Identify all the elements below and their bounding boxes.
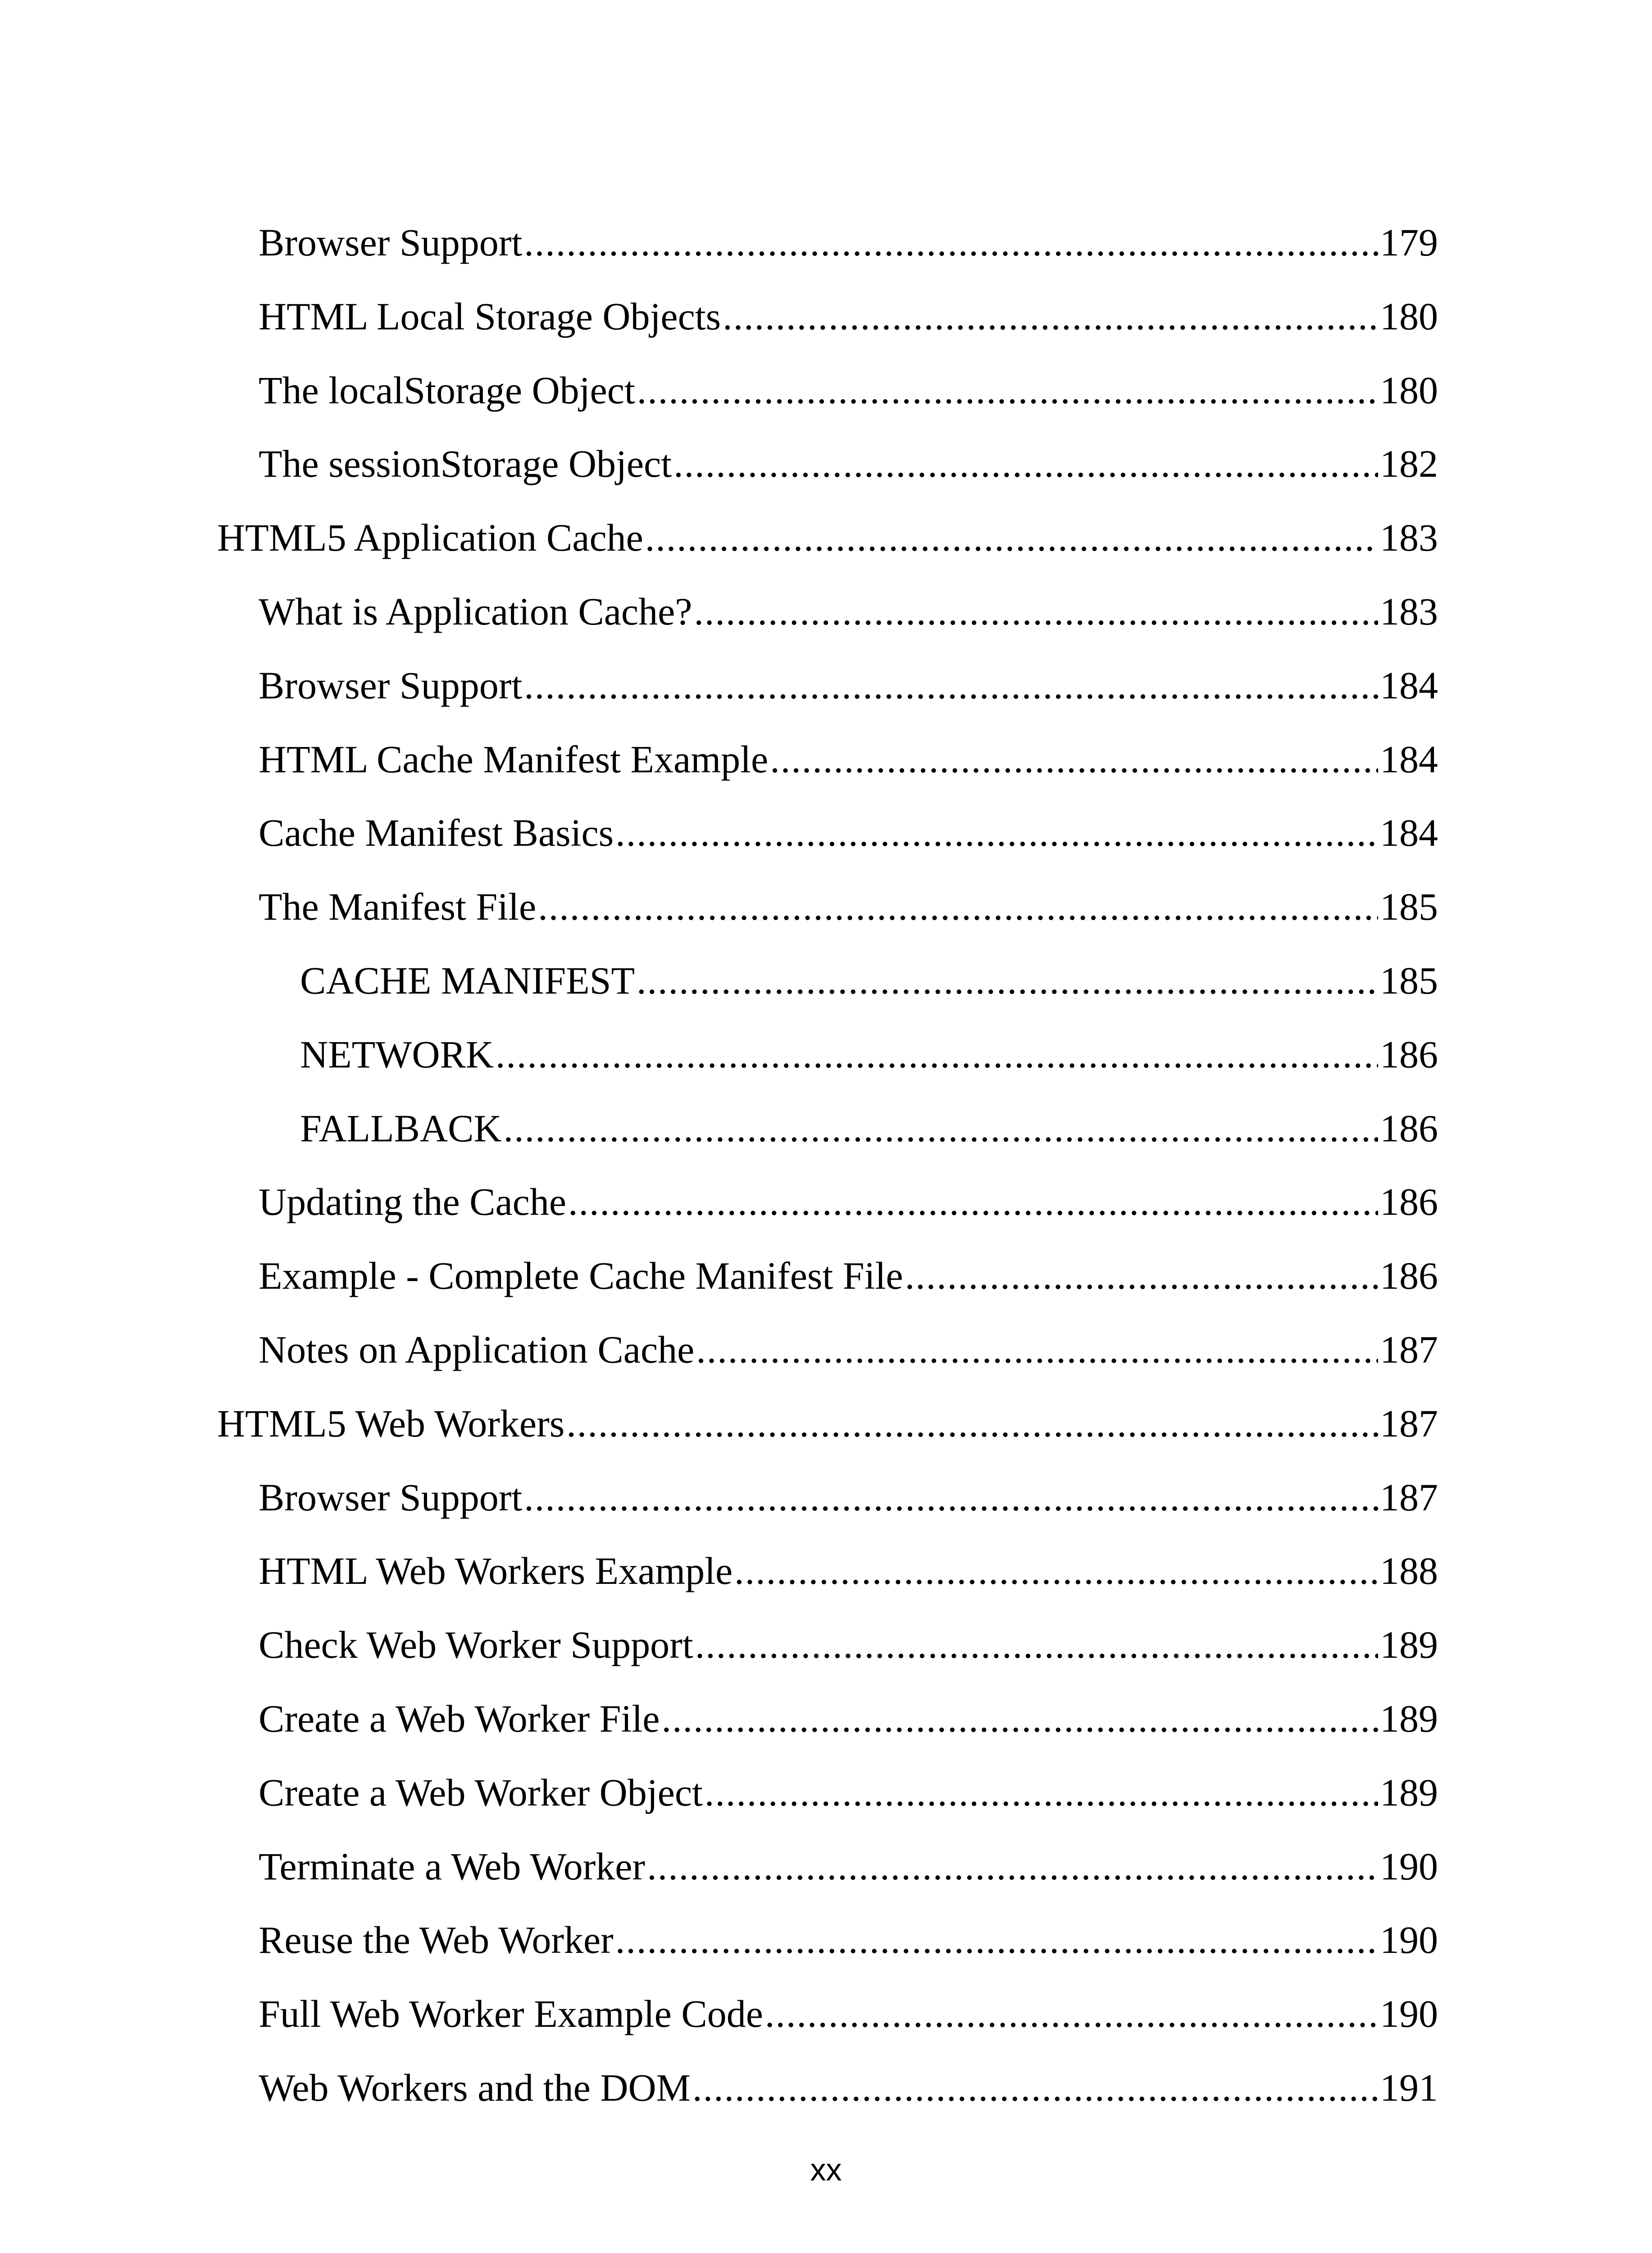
toc-entry-title: The localStorage Object (259, 369, 635, 412)
toc-entry[interactable] (259, 1546, 1438, 1596)
dot-leader (524, 1473, 1378, 1522)
dot-leader (770, 734, 1378, 784)
toc-entry[interactable] (259, 734, 1438, 784)
dot-leader (696, 1325, 1378, 1374)
toc-entry-page: 182 (1380, 442, 1438, 485)
toc-entry-title: Browser Support (259, 664, 523, 707)
toc-entry-page: 185 (1380, 885, 1438, 928)
dot-leader (705, 1768, 1378, 1817)
toc-entry[interactable] (259, 1251, 1438, 1300)
toc-entry-title: Browser Support (259, 1476, 523, 1519)
toc-entry[interactable] (259, 882, 1438, 931)
dot-leader (637, 365, 1378, 415)
toc-entry-page: 185 (1380, 959, 1438, 1002)
toc-entry[interactable] (259, 1915, 1438, 1965)
toc-entry-title: The Manifest File (259, 885, 537, 928)
toc-entry[interactable] (300, 956, 1438, 1005)
toc-entry-page: 186 (1380, 1107, 1438, 1150)
toc-entry-page: 186 (1380, 1180, 1438, 1223)
toc-entry-title: Notes on Application Cache (259, 1328, 695, 1371)
toc-entry[interactable] (217, 1399, 1438, 1448)
dot-leader (692, 2063, 1378, 2112)
toc-entry-title: Full Web Worker Example Code (259, 1992, 763, 2035)
toc-entry-title: Updating the Cache (259, 1180, 567, 1223)
dot-leader (674, 439, 1378, 488)
toc-entry[interactable] (259, 1473, 1438, 1522)
dot-leader (566, 1399, 1378, 1448)
toc-entry-title: Example - Complete Cache Manifest File (259, 1254, 903, 1297)
toc-entry-page: 189 (1380, 1771, 1438, 1814)
toc-entry-title: What is Application Cache? (259, 590, 692, 633)
toc-entry-title: HTML5 Web Workers (217, 1402, 565, 1445)
toc-entry[interactable] (259, 1989, 1438, 2039)
dot-leader (905, 1251, 1378, 1300)
toc-entry-page: 190 (1380, 1918, 1438, 1961)
toc-entry-title: CACHE MANIFEST (300, 959, 635, 1002)
toc-entry[interactable] (259, 587, 1438, 636)
toc-entry-title: Check Web Worker Support (259, 1623, 693, 1666)
toc-entry-page: 190 (1380, 1845, 1438, 1888)
dot-leader (538, 882, 1378, 931)
toc-entry-page: 183 (1380, 516, 1438, 559)
dot-leader (524, 661, 1378, 710)
toc-entry-page: 184 (1380, 738, 1438, 781)
toc-entry-page: 179 (1380, 221, 1438, 264)
toc-entry-title: FALLBACK (300, 1107, 502, 1150)
toc-entry[interactable] (259, 1325, 1438, 1374)
dot-leader (765, 1989, 1378, 2039)
toc-entry[interactable] (259, 1694, 1438, 1743)
toc-entry-title: NETWORK (300, 1033, 494, 1076)
dot-leader (645, 513, 1378, 562)
toc-entry[interactable] (259, 2063, 1438, 2112)
toc-entry-title: HTML5 Application Cache (217, 516, 643, 559)
toc-entry-page: 187 (1380, 1328, 1438, 1371)
toc-entry[interactable] (259, 439, 1438, 488)
dot-leader (694, 587, 1378, 636)
toc-entry[interactable] (259, 1620, 1438, 1669)
toc-entry-page: 186 (1380, 1033, 1438, 1076)
toc-entry-title: HTML Cache Manifest Example (259, 738, 769, 781)
toc-entry[interactable] (259, 1177, 1438, 1227)
dot-leader (615, 808, 1378, 857)
toc-entry-title: Web Workers and the DOM (259, 2066, 691, 2109)
toc-entry-page: 188 (1380, 1549, 1438, 1592)
dot-leader (637, 956, 1378, 1005)
toc-entry[interactable] (259, 292, 1438, 341)
toc-entry-page: 189 (1380, 1697, 1438, 1740)
toc-entry[interactable] (259, 218, 1438, 267)
dot-leader (723, 292, 1378, 341)
toc-entry[interactable] (300, 1104, 1438, 1153)
dot-leader (661, 1694, 1378, 1743)
toc-entry-title: HTML Local Storage Objects (259, 295, 721, 338)
toc-entry-title: Cache Manifest Basics (259, 811, 614, 854)
toc-entry[interactable] (259, 1768, 1438, 1817)
toc-entry-page: 183 (1380, 590, 1438, 633)
toc-entry-page: 184 (1380, 811, 1438, 854)
toc-entry[interactable] (259, 1842, 1438, 1891)
dot-leader (734, 1546, 1378, 1596)
toc-entry-title: Create a Web Worker Object (259, 1771, 703, 1814)
dot-leader (615, 1915, 1378, 1965)
toc-entry-page: 180 (1380, 369, 1438, 412)
dot-leader (568, 1177, 1378, 1227)
toc-entry[interactable] (259, 365, 1438, 415)
toc-entry-page: 190 (1380, 1992, 1438, 2035)
toc-entry-title: HTML Web Workers Example (259, 1549, 733, 1592)
dot-leader (496, 1030, 1378, 1079)
dot-leader (647, 1842, 1378, 1891)
toc-entry-page: 186 (1380, 1254, 1438, 1297)
toc-entry-title: Terminate a Web Worker (259, 1845, 646, 1888)
toc-entry-title: Reuse the Web Worker (259, 1918, 614, 1961)
toc-entry-page: 187 (1380, 1476, 1438, 1519)
toc-entry-page: 184 (1380, 664, 1438, 707)
toc-entry[interactable] (259, 661, 1438, 710)
toc-entry-page: 180 (1380, 295, 1438, 338)
toc-entry[interactable] (259, 808, 1438, 857)
toc-entry[interactable] (217, 513, 1438, 562)
toc-entry-page: 189 (1380, 1623, 1438, 1666)
dot-leader (524, 218, 1378, 267)
toc-entry[interactable] (300, 1030, 1438, 1079)
page-number: xx (810, 2152, 842, 2187)
toc-entry-title: Browser Support (259, 221, 523, 264)
dot-leader (504, 1104, 1378, 1153)
toc-entry-title: Create a Web Worker File (259, 1697, 660, 1740)
toc-entry-page: 187 (1380, 1402, 1438, 1445)
dot-leader (695, 1620, 1378, 1669)
toc-entry-page: 191 (1380, 2066, 1438, 2109)
toc-entry-title: The sessionStorage Object (259, 442, 672, 485)
